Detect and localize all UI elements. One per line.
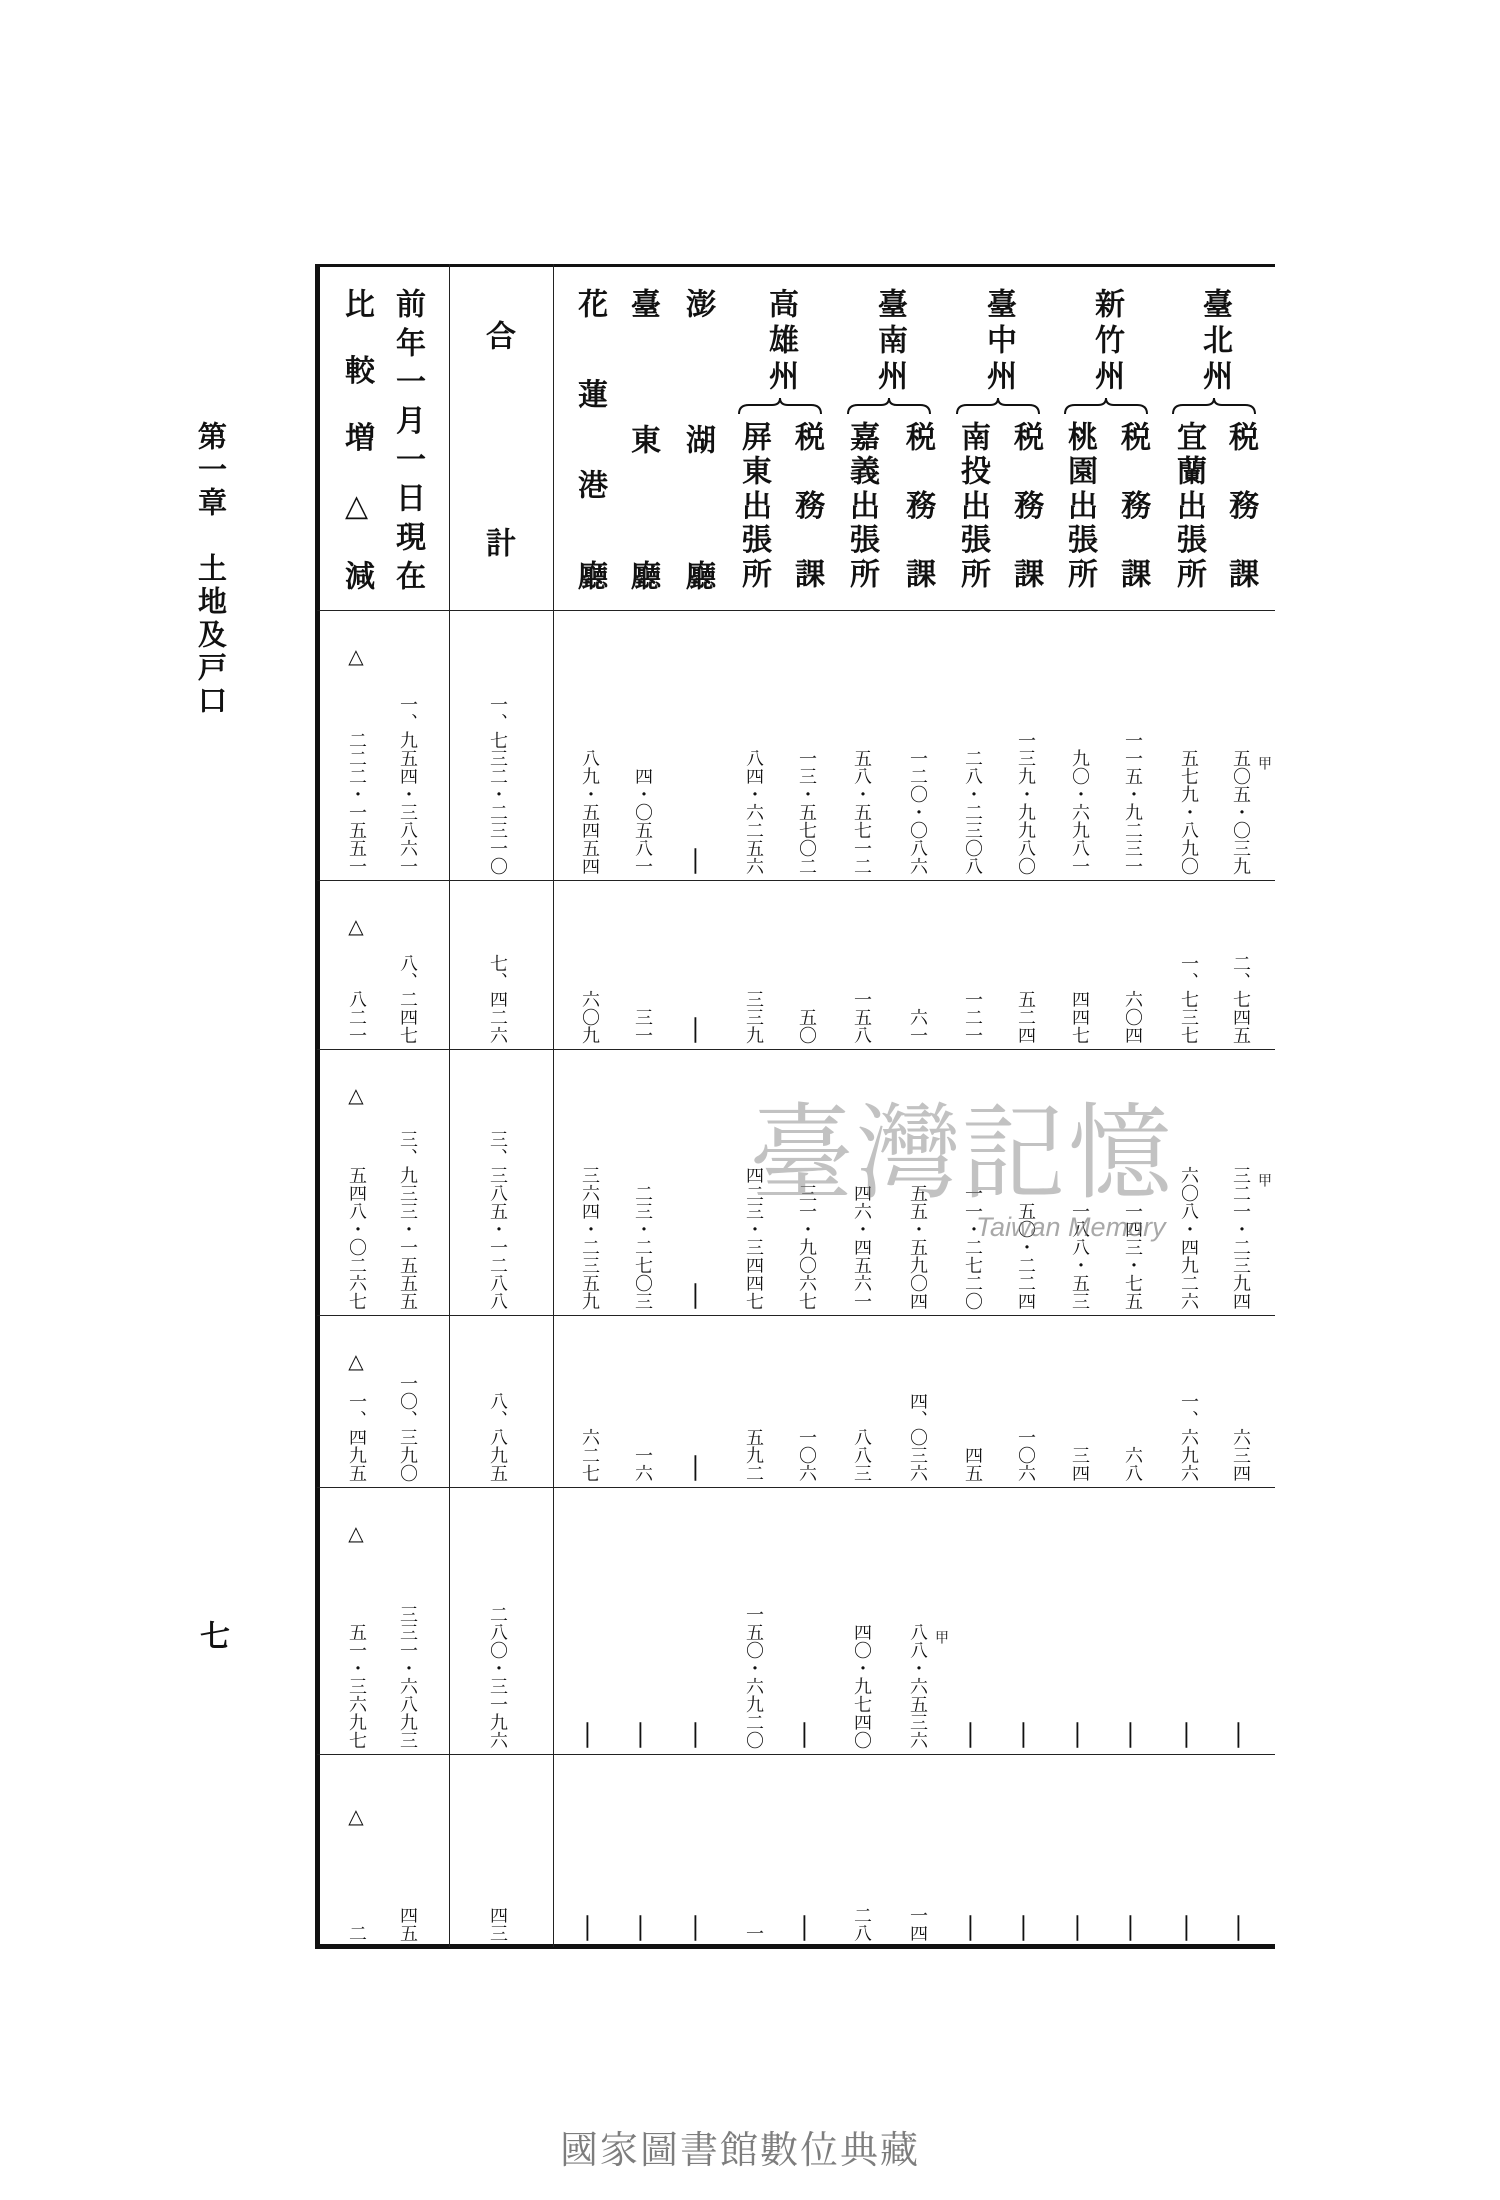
value-cell: 一、六九六 xyxy=(1178,1392,1199,1482)
value-cell: — xyxy=(681,1454,714,1482)
value-cell: 四六・四五六一 xyxy=(851,1184,872,1310)
decrease-mark: △ xyxy=(344,1083,368,1107)
value-cell: — xyxy=(1009,1721,1042,1749)
value-cell: 四二三・三四四七 xyxy=(743,1166,764,1310)
watermark-logo: 臺灣記憶 xyxy=(750,1092,1175,1214)
value-cell: 八四・六二五六 xyxy=(743,749,764,875)
value-cell: 四、〇三六 xyxy=(907,1392,928,1482)
value-cell: 二 xyxy=(346,1924,367,1942)
row-label: 宜蘭出張所 xyxy=(1171,421,1206,588)
value-cell: 八九・五四五四 xyxy=(579,749,600,875)
value-cell: — xyxy=(626,1914,659,1942)
group-brace xyxy=(1063,397,1149,415)
value-cell: — xyxy=(1172,1914,1205,1942)
band-divider xyxy=(317,1315,1275,1316)
value-cell: — xyxy=(1063,1914,1096,1942)
value-cell: — xyxy=(681,1721,714,1749)
value-cell: — xyxy=(956,1914,989,1942)
row-label: 嘉義出張所 xyxy=(844,421,879,588)
band-divider xyxy=(317,880,1275,881)
value-cell: 五〇五・〇三九 xyxy=(1230,749,1251,875)
decrease-mark: △ xyxy=(344,644,368,668)
decrease-mark: △ xyxy=(344,1521,368,1545)
value-cell: 一〇、三九〇 xyxy=(397,1374,418,1482)
group-brace xyxy=(1171,397,1257,415)
value-cell: 二、七四五 xyxy=(1230,954,1251,1044)
row-label: 桃園出張所 xyxy=(1062,421,1097,588)
band-divider xyxy=(317,1049,1275,1050)
band-divider xyxy=(317,1754,1275,1755)
office-label: 花蓮港廳 xyxy=(572,288,607,590)
value-cell: 三、三八五・一二八八 xyxy=(487,1130,508,1310)
group-label: 新竹州 xyxy=(1089,288,1124,390)
unit-mark: 甲 xyxy=(933,1630,949,1644)
previous-year-label: 前年一月一日現在 xyxy=(390,288,425,590)
value-cell: 五〇 xyxy=(796,1008,817,1044)
value-cell: 六〇九 xyxy=(579,990,600,1044)
header-divider xyxy=(317,610,1275,611)
value-cell: 五八・五七一二 xyxy=(851,749,872,875)
group-brace xyxy=(846,397,932,415)
value-cell: 三四 xyxy=(1069,1446,1090,1482)
value-cell: — xyxy=(790,1721,823,1749)
value-cell: 六一 xyxy=(907,1008,928,1044)
value-cell: 八二一 xyxy=(346,990,367,1044)
value-cell: — xyxy=(790,1914,823,1942)
unit-mark: 甲 xyxy=(1256,1173,1272,1187)
value-cell: 一〇六 xyxy=(796,1428,817,1482)
value-cell: — xyxy=(626,1721,659,1749)
row-label: 税務課 xyxy=(789,421,824,588)
office-label: 澎湖廳 xyxy=(680,288,715,590)
value-cell: 三一 xyxy=(632,1008,653,1044)
value-cell: 四・〇五八一 xyxy=(632,767,653,875)
value-cell: 二八・二三〇八 xyxy=(962,749,983,875)
value-cell: 三六四・二三五九 xyxy=(579,1166,600,1310)
value-cell: 一一・二七二〇 xyxy=(962,1184,983,1310)
value-cell: 四五 xyxy=(962,1446,983,1482)
value-cell: 四〇・九七四〇 xyxy=(851,1623,872,1749)
row-label: 屏東出張所 xyxy=(736,421,771,588)
value-cell: 三一・九〇六七 xyxy=(796,1184,817,1310)
value-cell: 七、四二六 xyxy=(487,954,508,1044)
decrease-mark: △ xyxy=(344,1349,368,1373)
value-cell: — xyxy=(956,1721,989,1749)
value-cell: 一、七三七 xyxy=(1178,954,1199,1044)
archive-footer: 國家圖書館數位典藏 xyxy=(559,2128,920,2172)
value-cell: 一二一 xyxy=(962,990,983,1044)
group-brace xyxy=(737,397,823,415)
row-label: 税務課 xyxy=(900,421,935,588)
value-cell: 六二七 xyxy=(579,1428,600,1482)
value-cell: 一三九・九九八〇 xyxy=(1015,731,1036,875)
value-cell: 一五〇・六九二〇 xyxy=(743,1605,764,1749)
unit-mark: 甲 xyxy=(1256,756,1272,770)
value-cell: — xyxy=(1009,1914,1042,1942)
change-label: 比較増△減 xyxy=(339,288,374,590)
row-label: 税務課 xyxy=(1115,421,1150,588)
value-cell: — xyxy=(1224,1914,1257,1942)
value-cell: 六八 xyxy=(1122,1446,1143,1482)
value-cell: 三、九三三・一五五五 xyxy=(397,1130,418,1310)
value-cell: 三三一・六八九三 xyxy=(397,1605,418,1749)
value-cell: 四四七 xyxy=(1069,990,1090,1044)
value-cell: 八、二四七 xyxy=(397,954,418,1044)
value-cell: 六三四 xyxy=(1230,1428,1251,1482)
group-label: 臺南州 xyxy=(872,288,907,390)
value-cell: — xyxy=(681,1914,714,1942)
value-cell: 五九二 xyxy=(743,1428,764,1482)
value-cell: 二八〇・三一九六 xyxy=(487,1605,508,1749)
value-cell: 二三・二七〇三 xyxy=(632,1184,653,1310)
value-cell: — xyxy=(1172,1721,1205,1749)
value-cell: — xyxy=(1224,1721,1257,1749)
value-cell: 一四 xyxy=(907,1906,928,1942)
value-cell: — xyxy=(681,1282,714,1310)
value-cell: 三三九 xyxy=(743,990,764,1044)
value-cell: 五〇・二二四 xyxy=(1015,1202,1036,1310)
value-cell: 四五 xyxy=(397,1906,418,1942)
value-cell: 四三 xyxy=(487,1906,508,1942)
value-cell: 八八・六五三六 xyxy=(907,1623,928,1749)
value-cell: 一二〇・〇八六 xyxy=(907,749,928,875)
decrease-mark: △ xyxy=(344,1804,368,1828)
value-cell: — xyxy=(573,1721,606,1749)
row-label: 税務課 xyxy=(1223,421,1258,588)
value-cell: 二八 xyxy=(851,1906,872,1942)
value-cell: 一五八 xyxy=(851,990,872,1044)
value-cell: 五五・五九〇四 xyxy=(907,1184,928,1310)
value-cell: — xyxy=(1116,1721,1149,1749)
page-number: 七 xyxy=(194,1620,229,1650)
group-brace xyxy=(955,397,1041,415)
value-cell: 一一五・九二三一 xyxy=(1122,731,1143,875)
value-cell: 八、八九五 xyxy=(487,1392,508,1482)
group-label: 臺中州 xyxy=(981,288,1016,390)
group-label: 臺北州 xyxy=(1197,288,1232,390)
office-label: 臺東廳 xyxy=(625,288,660,590)
value-cell: 六〇八・四九二六 xyxy=(1178,1166,1199,1310)
value-cell: 二二二・一五五一 xyxy=(346,731,367,875)
value-cell: 一六 xyxy=(632,1446,653,1482)
value-cell: — xyxy=(1116,1914,1149,1942)
value-cell: 五一・三六九七 xyxy=(346,1623,367,1749)
value-cell: 一三・五七〇二 xyxy=(796,749,817,875)
row-label: 南投出張所 xyxy=(955,421,990,588)
value-cell: 五七九・八九〇 xyxy=(1178,749,1199,875)
value-cell: 一 xyxy=(743,1924,764,1942)
value-cell: 一、九五四・三八六一 xyxy=(397,695,418,875)
total-column-divider xyxy=(553,264,554,1947)
row-label: 税務課 xyxy=(1008,421,1043,588)
total-label: 合計 xyxy=(480,320,515,557)
value-cell: 六〇四 xyxy=(1122,990,1143,1044)
value-cell: — xyxy=(573,1914,606,1942)
value-cell: 八八三 xyxy=(851,1428,872,1482)
value-cell: 一〇六 xyxy=(1015,1428,1036,1482)
value-cell: 五二四 xyxy=(1015,990,1036,1044)
chapter-heading: 第一章 土地及戸口 xyxy=(194,421,228,718)
value-cell: — xyxy=(681,1016,714,1044)
band-divider xyxy=(317,1487,1275,1488)
value-cell: 一、四九五 xyxy=(346,1392,367,1482)
value-cell: 一四三・七五 xyxy=(1122,1202,1143,1310)
value-cell: — xyxy=(1063,1721,1096,1749)
value-cell: 五四八・〇二六七 xyxy=(346,1166,367,1310)
value-cell: 三二一・二三九四 xyxy=(1230,1166,1251,1310)
value-cell: 九〇・六九八一 xyxy=(1069,749,1090,875)
value-cell: 一八八・五三 xyxy=(1069,1202,1090,1310)
previous-column-divider xyxy=(449,264,450,1947)
value-cell: 一、七三二・二三一〇 xyxy=(487,695,508,875)
watermark-subtitle: Taiwan Memory xyxy=(976,1212,1166,1242)
value-cell: — xyxy=(681,847,714,875)
group-label: 高雄州 xyxy=(763,288,798,390)
decrease-mark: △ xyxy=(344,914,368,938)
